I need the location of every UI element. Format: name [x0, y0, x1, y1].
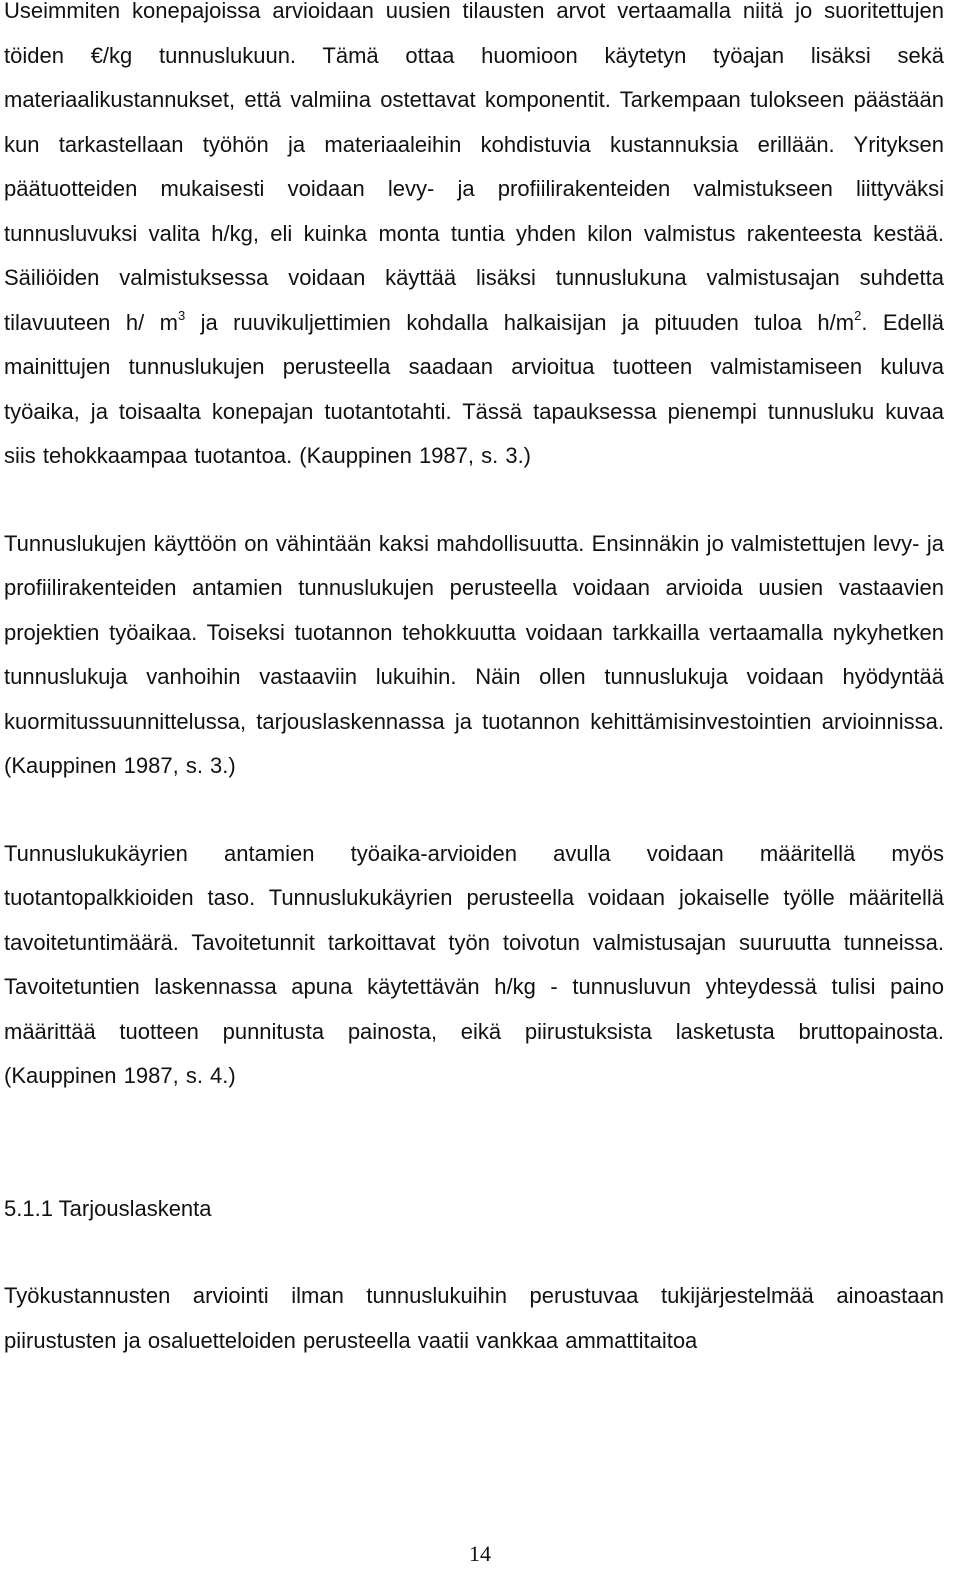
paragraph-key-figure-uses: Tunnuslukujen käyttöön on vähintään kaksi mahdollisuutta. Ensinnäkin jo valmistettujen levy- ja profiilirakenteiden antamien tunnuslukujen perusteella voidaan arvioida uusien vastaavien projektien työaikaa. Toiseksi tuotannon tehokkuutta voidaan tarkkailla vertaamalla nykyhetken tunnuslukuja vanhoihin vastaaviin lukuihin. Näin ollen tunnuslukuja voidaan hyödyntää kuormitussuunnittelussa, tarjouslaskennassa ja tuotannon kehittämisinvestointien arvioinnissa. (Kauppinen 1987, s. 3.)	[4, 530, 944, 778]
paragraph-key-figures	[4, 0, 944, 479]
page-number: 14	[469, 1541, 491, 1566]
superscript-cubic: 3	[177, 307, 186, 323]
paragraph-text: ja ruuvikuljettimien kohdalla halkaisijan ja pituuden tuloa h/m	[185, 309, 855, 335]
document-page	[4, 0, 944, 1363]
superscript-square: 2	[854, 307, 862, 323]
section-heading: 5.1.1 Tarjouslaskenta	[4, 1195, 212, 1221]
paragraph-cost-estimation: Työkustannusten arviointi ilman tunnuslukuihin perustuvaa tukijärjestelmää ainoastaan piirustusten ja osaluetteloiden perusteella vaatii vankkaa ammattitaitoa	[4, 1283, 944, 1353]
paragraph-text: . Edellä mainittujen tunnuslukujen perusteella saadaan arvioitua tuotteen valmistamiseen kuluva työaika, ja toisaalta konepajan tuotantotahti. Tässä tapauksessa pienempi tunnusluku kuvaa siis tehokkaampaa tuotantoa. (Kauppinen 1987, s. 3.)	[4, 309, 945, 468]
paragraph-text: Useimmiten konepajoissa arvioidaan uusien tilausten arvot vertaamalla niitä jo suoritettujen töiden €/kg tunnuslukuun. Tämä ottaa huomioon käytetyn työajan lisäksi sekä materiaalikustannukset, että valmiina ostettavat komponentit. Tarkempaan tulokseen päästään kun tarkastellaan työhön ja materiaaleihin kohdistuvia kustannuksia erillään. Yrityksen päätuotteiden mukaisesti voidaan levy- ja profiilirakenteiden valmistukseen liittyväksi tunnusluvuksi valita h/kg, eli kuinka monta tuntia yhden kilon valmistus rakenteesta kestää. Säiliöiden valmistuksessa voidaan käyttää lisäksi tunnuslukuna valmistusajan suhdetta tilavuuteen h/ m	[4, 0, 944, 335]
paragraph-curves: Tunnuslukukäyrien antamien työaika-arvioiden avulla voidaan määritellä myös tuotantopalkkioiden taso. Tunnuslukukäyrien perusteella voidaan jokaiselle työlle määritellä tavoitetuntimäärä. Tavoitetunnit tarkoittavat työn toivotun valmistusajan suuruutta tunneissa. Tavoitetuntien laskennassa apuna käytettävän h/kg - tunnusluvun yhteydessä tulisi paino määrittää tuotteen punnitusta painosta, eikä piirustuksista lasketusta bruttopainosta. (Kauppinen 1987, s. 4.)	[4, 840, 944, 1088]
